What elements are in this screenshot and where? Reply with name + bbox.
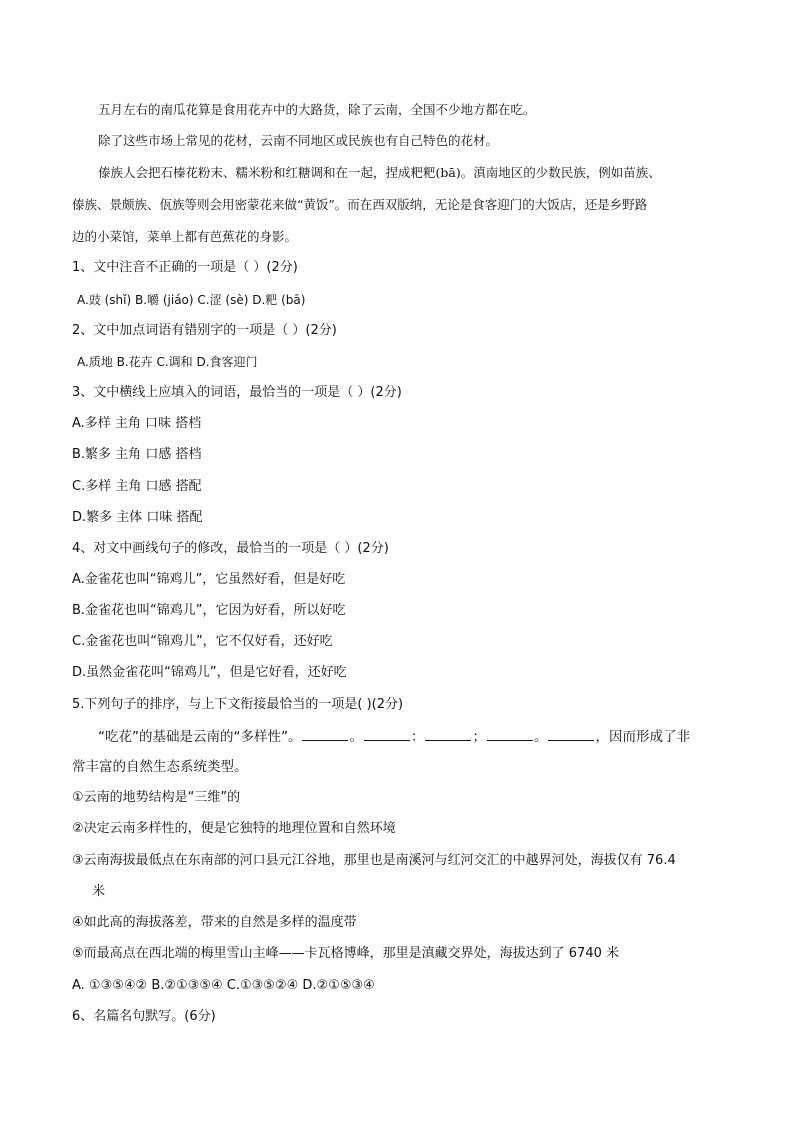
question-5-item-3: ③云南海拔最低点在东南部的河口县元江谷地，那里也是南溪河与红河交汇的中越界河处，海拔仅有 76.4 <box>72 853 676 868</box>
question-4-option-a: A.金雀花也叫“锦鸡儿”，它虽然好看，但是好吃 <box>72 572 346 587</box>
question-5-context-line-1 <box>98 726 690 746</box>
question-5-context-line-2: 常丰富的自然生态系统类型。 <box>72 759 248 775</box>
answer-blank-2[interactable] <box>364 726 410 741</box>
question-5-item-2: ②决定云南多样性的，便是它独特的地理位置和自然环境 <box>72 821 396 836</box>
passage-paragraph-3-line-3: 边的小菜馆，菜单上都有芭蕉花的身影。 <box>72 229 298 244</box>
question-5-item-1: ①云南的地势结构是“三维”的 <box>72 790 241 805</box>
question-1-options: A.豉 (shǐ) B.嚼 (jiáo) C.涩 (sè) D.粑 (bā) <box>77 293 306 307</box>
passage-paragraph-3-line-1: 傣族人会把石榛花粉末、糯米粉和红糖调和在一起，捏成粑粑(bā)。滇南地区的少数民族，例如苗族、 <box>98 165 661 180</box>
answer-blank-1[interactable] <box>302 726 348 741</box>
separator-3: ； <box>472 729 486 745</box>
question-1-stem: 1、文中注音不正确的一项是（ ）(2分) <box>72 260 298 275</box>
question-3-option-a: A.多样 主角 口味 搭档 <box>72 416 202 431</box>
question-4-option-b: B.金雀花也叫“锦鸡儿”，它因为好看，所以好吃 <box>72 603 346 618</box>
passage-paragraph-2: 除了这些市场上常见的花材，云南不同地区或民族也有自己特色的花材。 <box>98 133 499 148</box>
question-6-stem: 6、名篇名句默写。(6分) <box>72 1009 216 1024</box>
question-3-option-d: D.繁多 主体 口味 搭配 <box>72 510 203 525</box>
question-4-option-c: C.金雀花也叫“锦鸡儿”，它不仅好看，还好吃 <box>72 634 333 649</box>
question-5-item-3-continuation: 米 <box>92 884 106 899</box>
separator-1: 。 <box>349 729 363 745</box>
question-5-item-4: ④如此高的海拔落差，带来的自然是多样的温度带 <box>72 915 357 930</box>
separator-4: 。 <box>533 729 548 745</box>
question-3-option-c: C.多样 主角 口感 搭配 <box>72 479 202 494</box>
question-3-stem: 3、文中横线上应填入的词语，最恰当的一项是（ ）(2分) <box>72 385 402 400</box>
question-5-options: A. ①③⑤④② B.②①③⑤④ C.①③⑤②④ D.②①⑤③④ <box>72 978 375 993</box>
passage-paragraph-3-line-2: 傣族、景颇族、佤族等则会用密蒙花来做“黄饭”。而在西双版纳，无论是食客迎门的大饭店，还是乡野路 <box>72 197 648 212</box>
question-3-option-b: B.繁多 主角 口感 搭档 <box>72 447 202 462</box>
context-end: ，因而形成了非 <box>595 729 690 745</box>
context-start: “吃花”的基础是云南的“多样性”。 <box>98 729 302 745</box>
question-5-item-5: ⑤而最高点在西北端的梅里雪山主峰——卡瓦格博峰，那里是滇藏交界处，海拔达到了 6740 米 <box>72 946 620 961</box>
answer-blank-4[interactable] <box>487 726 533 741</box>
passage-paragraph-1: 五月左右的南瓜花算是食用花卉中的大路货，除了云南，全国不少地方都在吃。 <box>98 102 536 117</box>
separator-2: ： <box>410 729 425 745</box>
answer-blank-5[interactable] <box>548 726 594 741</box>
question-2-stem: 2、文中加点词语有错别字的一项是（ ）(2分) <box>72 323 337 338</box>
question-5-stem: 5.下列句子的排序，与上下文衔接最恰当的一项是( )(2分) <box>72 697 404 712</box>
question-2-options: A.质地 B.花卉 C.调和 D.食客迎门 <box>77 355 258 369</box>
question-4-option-d: D.虽然金雀花叫“锦鸡儿”，但是它好看，还好吃 <box>72 665 347 680</box>
answer-blank-3[interactable] <box>425 726 471 741</box>
question-4-stem: 4、对文中画线句子的修改，最恰当的一项是（ ）(2分) <box>72 541 389 556</box>
